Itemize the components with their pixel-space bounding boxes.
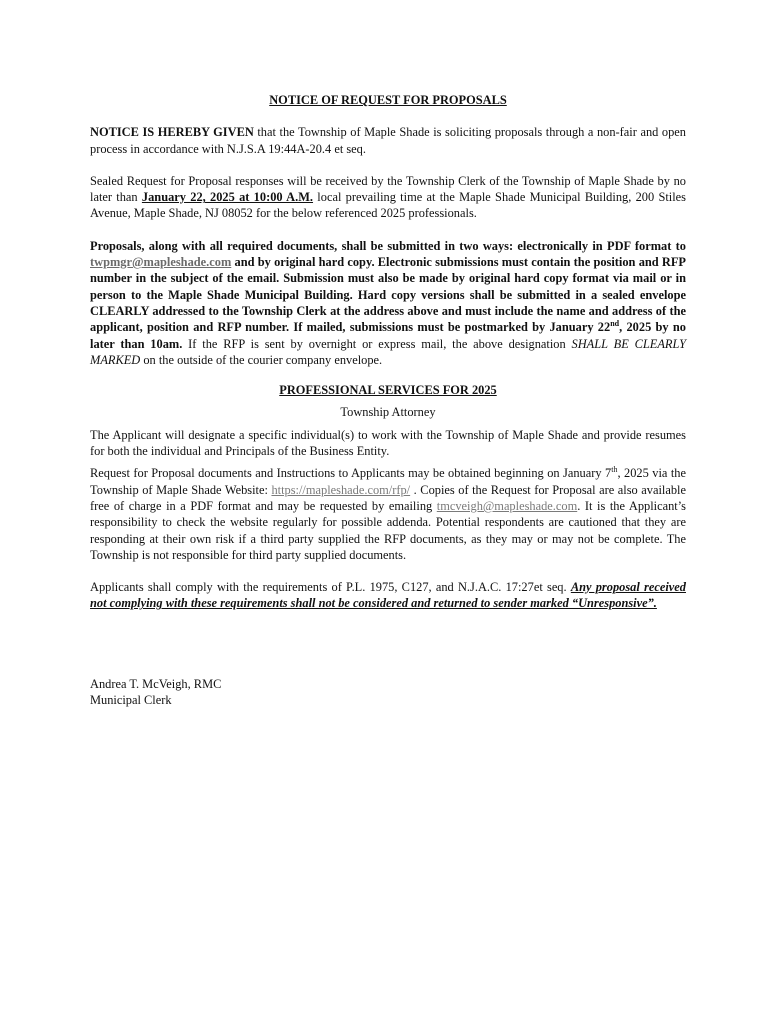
deadline-text-a: Sealed Request for Proposal responses will be received by the Township Clerk of the Township of Maple Shade by no later than: [90, 173, 686, 205]
submission-email-link[interactable]: twpmgr@mapleshade.com: [90, 255, 232, 270]
rfp-text-a: Request for Proposal documents and Instructions to Applicants may be obtained beginning on January 7: [90, 466, 612, 481]
document-title: NOTICE OF REQUEST FOR PROPOSALS: [269, 93, 507, 107]
compliance-paragraph: [90, 579, 686, 612]
document-page: [90, 92, 686, 708]
rfp-text-d: . It is the Applicant’s responsibility to check the website regularly for possible addenda. Potential respondents are cautioned that they are responding at their own risk if a third party supplied the RFP documents, as they may or may not be complete. The Township is not responsible for third party supplied documents.: [90, 498, 686, 562]
deadline-date: January 22, 2025 at 10:00 A.M.: [141, 190, 314, 205]
applicant-paragraph: The Applicant will designate a specific individual(s) to work with the Township of Maple Shade and provide resumes for both the individual and Principals of the Business Entity.: [90, 427, 686, 459]
rfp-documents-paragraph: [90, 465, 686, 563]
section-heading: PROFESSIONAL SERVICES FOR 2025: [279, 383, 497, 398]
compliance-warning: Any proposal received not complying with these requirements shall not be considered and returned to sender marked “Unresponsive”.: [90, 580, 686, 611]
rfp-superscript: th: [611, 465, 618, 475]
instructions-text-c: , 2025 by no later than 10am.: [90, 320, 686, 351]
clerk-email-link[interactable]: tmcveigh@mapleshade.com: [436, 498, 578, 513]
rfp-text-c: . Copies of the Request for Proposal are also available free of charge in a PDF format and may be requested by emailing: [90, 482, 686, 513]
rfp-text-b: , 2025 via the Township of Maple Shade Website:: [90, 466, 686, 497]
instructions-text-d: If the RFP is sent by overnight or express mail, the above designation: [182, 336, 572, 351]
signature-role: Municipal Clerk: [90, 693, 172, 708]
position-title: Township Attorney: [340, 405, 436, 420]
deadline-text-b: local prevailing time at the Maple Shade Municipal Building, 200 Stiles Avenue, Maple Shade, NJ 08052 for the below referenced 2025 professionals.: [90, 190, 686, 221]
instructions-text-a: Proposals, along with all required documents, shall be submitted in two ways: electronically in PDF format to: [90, 238, 686, 253]
notice-text: that the Township of Maple Shade is soliciting proposals through a non-fair and open process in accordance with N.J.S.A 19:44A-20.4 et seq.: [90, 125, 686, 156]
instructions-text-b: and by original hard copy. Electronic submissions must contain the position and RFP number in the subject of the email. Submission must also be made by original hard copy format via mail or in person to the Maple Shade Municipal Building. Hard copy versions shall be submitted in a sealed envelope CLEARLY addressed to the Township Clerk at the address above and must include the name and address of the applicant, position and RFP number. If mailed, submissions must be postmarked by January 22: [90, 255, 686, 335]
submission-deadline-paragraph: [90, 173, 686, 222]
notice-paragraph: [90, 124, 686, 157]
compliance-text: Applicants shall comply with the requirements of P.L. 1975, C127, and N.J.A.C. 17:27et seq.: [90, 580, 571, 595]
rfp-website-link[interactable]: https://mapleshade.com/rfp/: [271, 482, 411, 497]
instructions-marked: SHALL BE CLEARLY MARKED: [90, 336, 687, 367]
signature-name: Andrea T. McVeigh, RMC: [90, 676, 222, 691]
submission-instructions-paragraph: [90, 238, 686, 368]
instructions-superscript: nd: [610, 319, 620, 329]
notice-lead: NOTICE IS HEREBY GIVEN: [90, 125, 254, 140]
instructions-text-e: on the outside of the courier company envelope.: [140, 352, 383, 367]
